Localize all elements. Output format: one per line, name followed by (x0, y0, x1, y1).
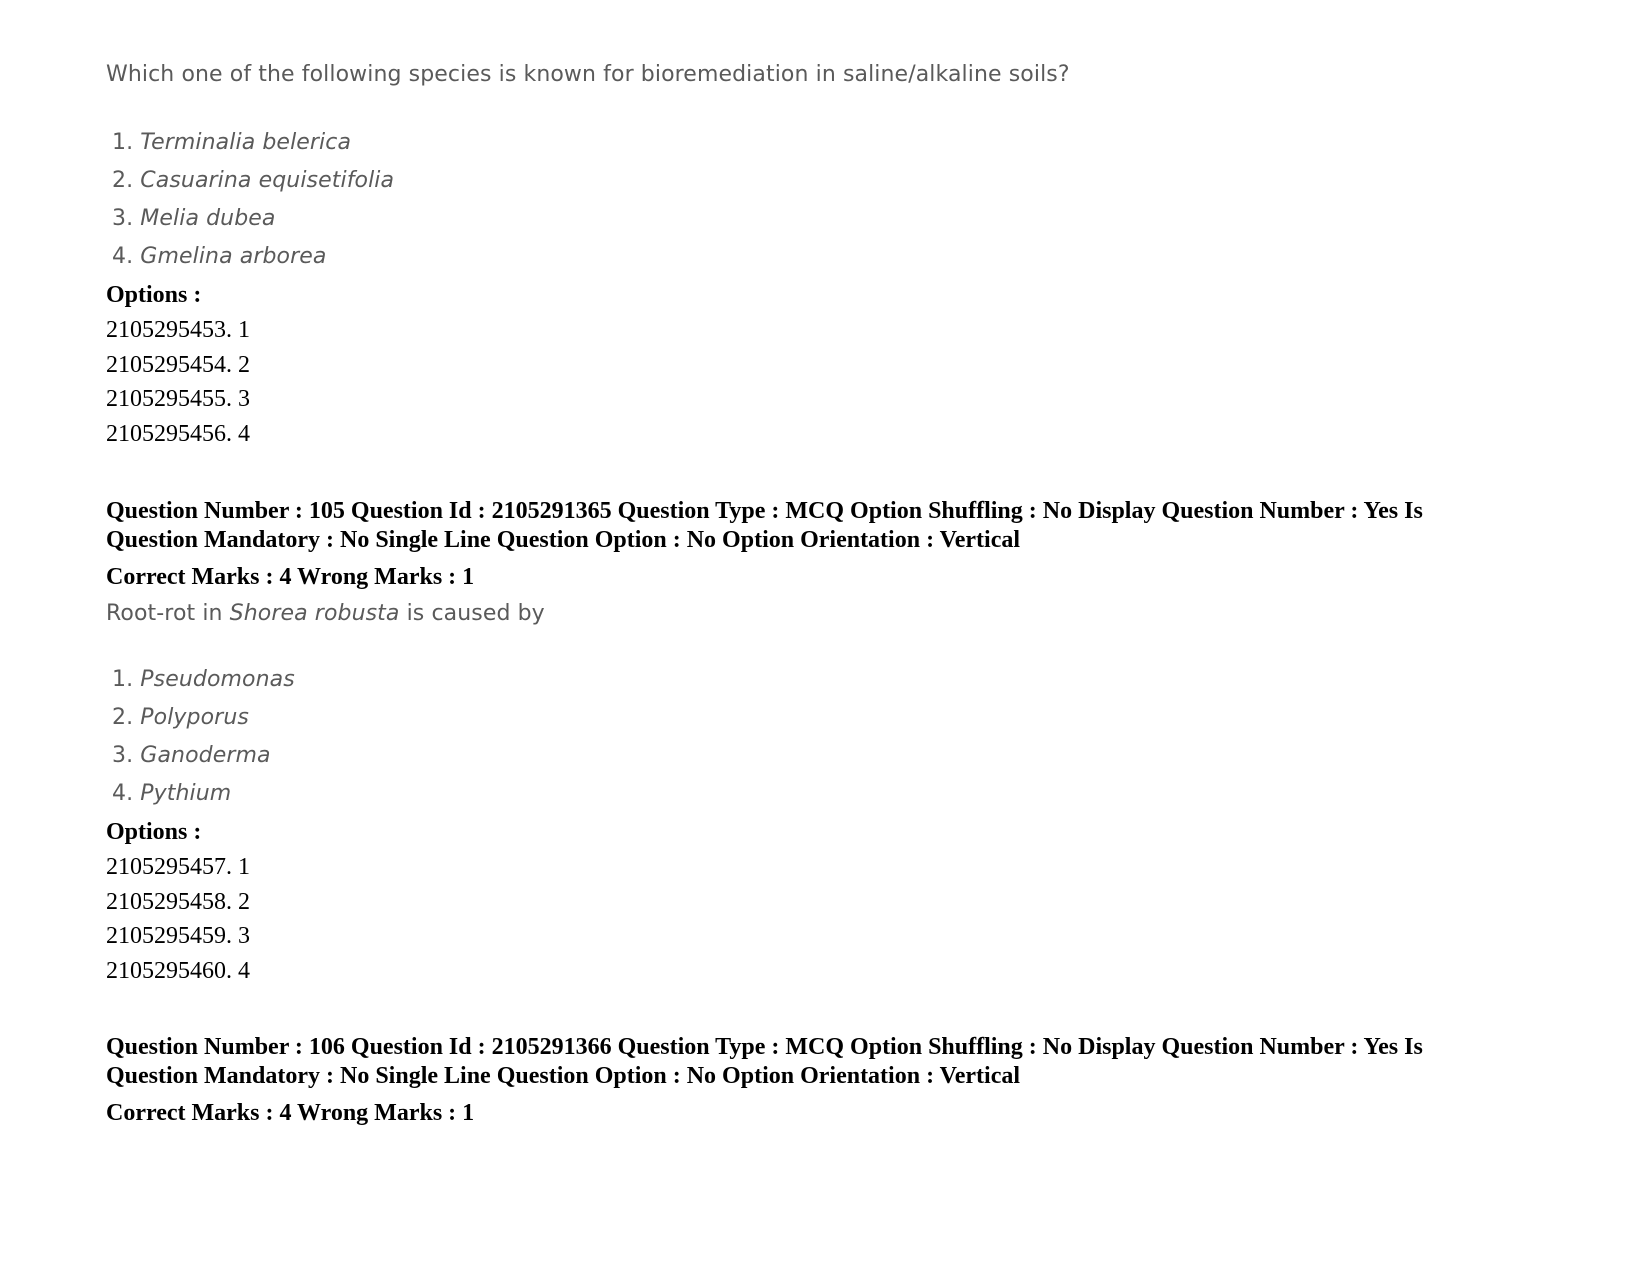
answer-choice (112, 238, 394, 276)
answer-choice-list (112, 124, 394, 276)
stem-species: Shorea robusta (229, 601, 400, 626)
question-stem: Which one of the following species is known for bioremediation in saline/alkaline soils? (106, 62, 1070, 87)
question-meta-106 (106, 1033, 1556, 1091)
answer-choice (112, 124, 394, 162)
choice-species: Terminalia belerica (140, 130, 352, 155)
choice-number: 1. (112, 667, 134, 692)
answer-choice (112, 699, 295, 737)
marks-line: Correct Marks : 4 Wrong Marks : 1 (106, 1100, 475, 1126)
question-stem (106, 601, 545, 626)
option-id-list (106, 313, 250, 451)
question-meta-line: Question Number : 106 Question Id : 2105291366 Question Type : MCQ Option Shuffling : No Display Question Number : Yes Is (106, 1034, 1423, 1060)
choice-species: Casuarina equisetifolia (140, 168, 395, 193)
stem-text: Root-rot in (106, 601, 230, 626)
question-meta-105 (106, 497, 1556, 555)
choice-species: Pseudomonas (140, 667, 295, 692)
choice-species: Melia dubea (140, 206, 276, 231)
option-id-row: 2105295460. 4 (106, 957, 250, 984)
answer-choice (112, 661, 295, 699)
choice-number: 3. (112, 743, 134, 768)
choice-number: 1. (112, 130, 134, 155)
option-id-row: 2105295456. 4 (106, 420, 250, 447)
answer-choice (112, 162, 394, 200)
choice-species: Gmelina arborea (140, 244, 327, 269)
choice-number: 4. (112, 244, 134, 269)
question-meta-line: Question Number : 105 Question Id : 2105291365 Question Type : MCQ Option Shuffling : No Display Question Number : Yes Is (106, 498, 1423, 524)
choice-species: Pythium (140, 781, 232, 806)
option-id-row: 2105295459. 3 (106, 923, 250, 949)
question-meta-line: Question Mandatory : No Single Line Question Option : No Option Orientation : Vertical (106, 527, 1021, 553)
answer-choice (112, 200, 394, 238)
options-heading: Options : (106, 819, 202, 845)
choice-species: Ganoderma (140, 743, 271, 768)
choice-number: 4. (112, 781, 134, 806)
marks-line: Correct Marks : 4 Wrong Marks : 1 (106, 564, 475, 590)
option-id-row: 2105295455. 3 (106, 386, 250, 412)
choice-number: 2. (112, 168, 134, 193)
option-id-row: 2105295453. 1 (106, 317, 250, 343)
option-id-list (106, 850, 250, 988)
question-meta-line: Question Mandatory : No Single Line Question Option : No Option Orientation : Vertical (106, 1063, 1021, 1089)
answer-choice-list (112, 661, 295, 813)
choice-species: Polyporus (140, 705, 249, 730)
options-heading: Options : (106, 282, 202, 308)
choice-number: 2. (112, 705, 134, 730)
stem-text: is caused by (399, 601, 545, 626)
answer-choice (112, 737, 295, 775)
answer-choice (112, 775, 295, 813)
option-id-row: 2105295457. 1 (106, 854, 250, 880)
option-id-row: 2105295454. 2 (106, 351, 250, 378)
option-id-row: 2105295458. 2 (106, 888, 250, 915)
choice-number: 3. (112, 206, 134, 231)
